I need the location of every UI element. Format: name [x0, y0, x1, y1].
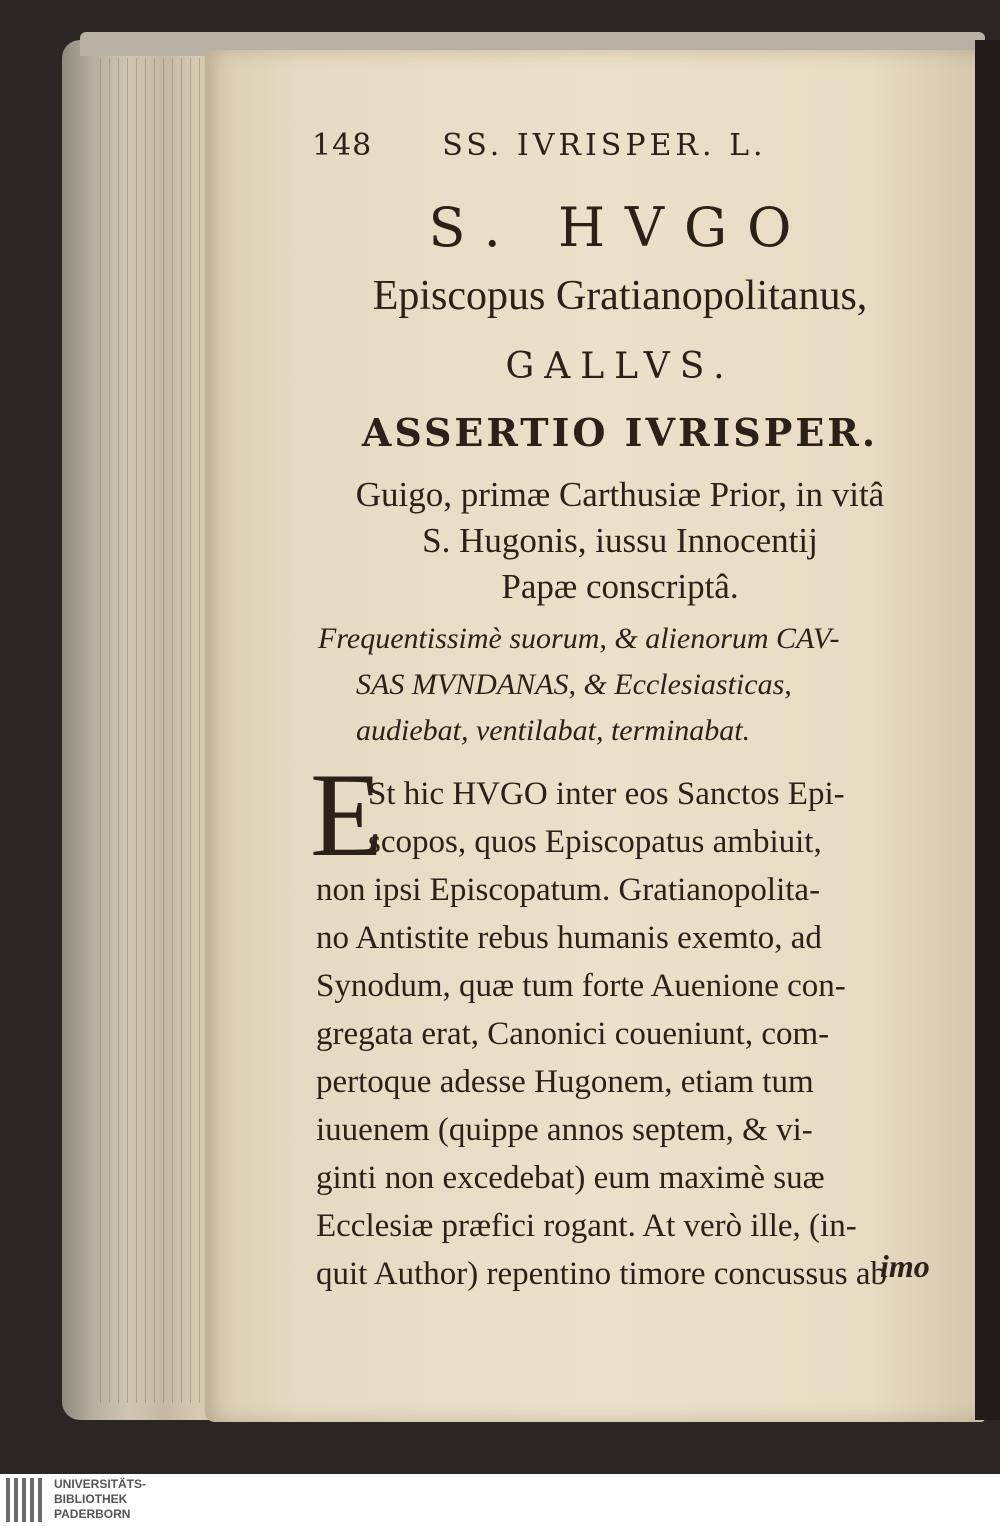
library-footer: [0, 1474, 1000, 1526]
body-line: iuuenem (quippe annos septem, & vi-: [316, 1112, 813, 1148]
body-line: Synodum, quæ tum forte Auenione con-: [316, 968, 846, 1004]
quote-line: audiebat, ventilabat, terminabat.: [356, 714, 751, 747]
body-line: St hic HVGO inter eos Sanctos Epi-: [368, 776, 845, 812]
body-line: Ecclesiæ præfici rogant. At verò ille, (in-: [316, 1208, 857, 1244]
body-line: quit Author) repentino timore concussus ab: [316, 1256, 887, 1292]
facing-page-shadow: [975, 40, 1000, 1420]
body-line: pertoque adesse Hugonem, etiam tum: [316, 1064, 814, 1100]
body-line: non ipsi Episcopatum. Gratianopolita-: [316, 872, 821, 908]
saint-office-heading: Episcopus Gratianopolitanus,: [372, 273, 868, 319]
running-head: [312, 128, 767, 163]
logo-line: UNIVERSITÄTS-: [54, 1477, 147, 1491]
saint-nation-heading: GALLVS.: [505, 346, 735, 387]
source-line: Papæ conscriptâ.: [501, 567, 739, 606]
source-line: Guigo, primæ Carthusiæ Prior, in vitâ: [355, 475, 885, 514]
assertio-heading: ASSERTIO IVRISPER.: [361, 410, 879, 455]
source-line: S. Hugonis, iussu Innocentij: [422, 521, 818, 560]
page-number: 148: [312, 128, 373, 163]
catchword: imo: [880, 1248, 930, 1284]
body-line: gregata erat, Canonici coueniunt, com-: [316, 1016, 830, 1052]
library-logo-text: [54, 1477, 146, 1522]
running-head-section: SS. IVRISPER. L.: [442, 128, 767, 163]
italic-quotation: [318, 616, 840, 754]
quote-line: Frequentissimè suorum, & alienorum CAV-: [318, 622, 840, 655]
quote-line: SAS MVNDANAS, & Ecclesiasticas,: [356, 668, 792, 701]
saint-name-heading: S. HVGO: [428, 196, 812, 259]
logo-line: PADERBORN: [54, 1507, 131, 1521]
page-edge-lines: [100, 58, 220, 1403]
body-line: scopos, quos Episcopatus ambiuit,: [368, 824, 822, 860]
logo-line: BIBLIOTHEK: [54, 1492, 128, 1506]
library-logo-icon: [6, 1478, 46, 1522]
body-line: no Antistite rebus humanis exemto, ad: [316, 920, 822, 956]
source-citation: [290, 472, 950, 610]
drop-cap-initial: E: [310, 748, 384, 881]
body-paragraph: [316, 770, 887, 1298]
body-line: ginti non excedebat) eum maximè suæ: [316, 1160, 825, 1196]
